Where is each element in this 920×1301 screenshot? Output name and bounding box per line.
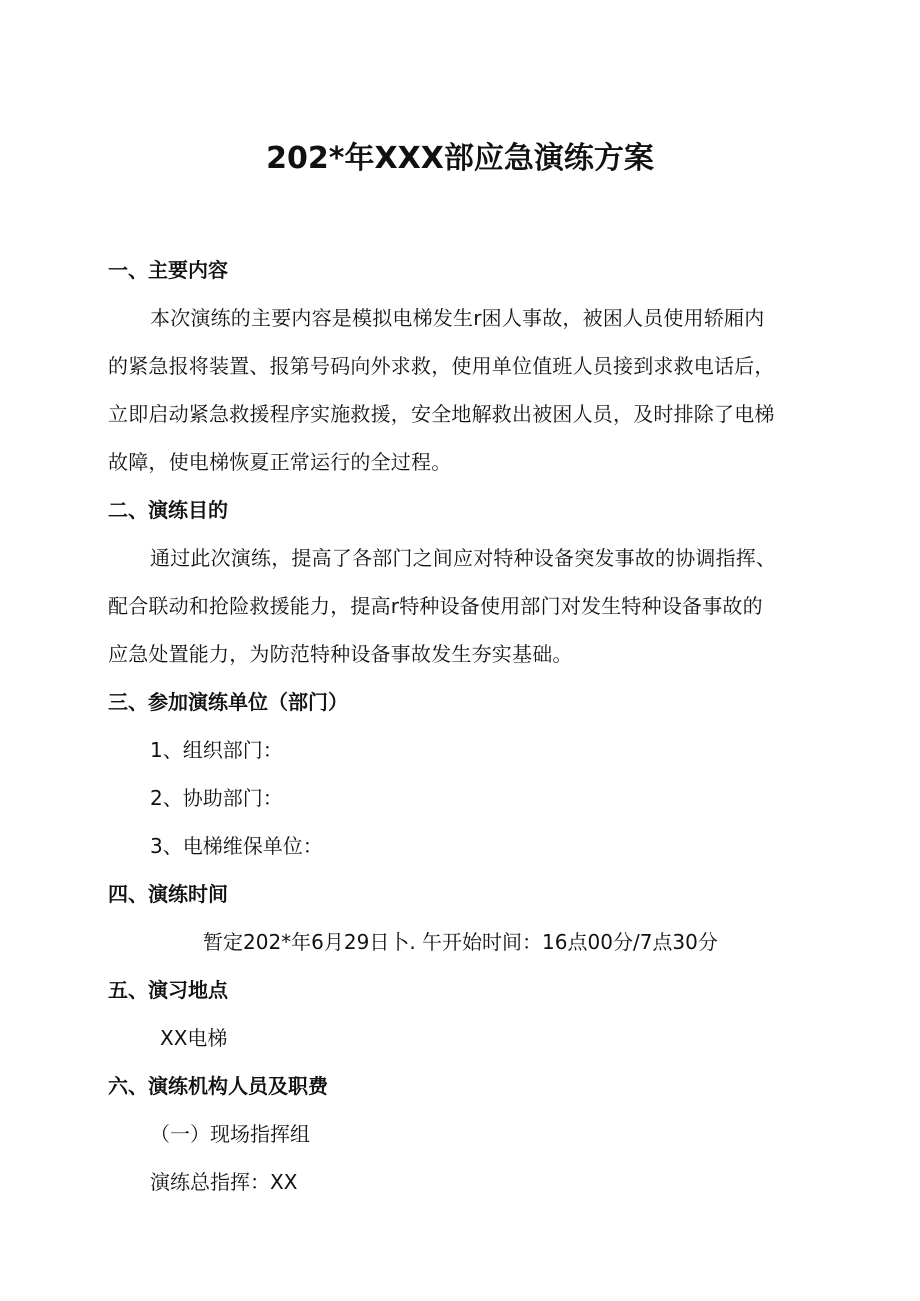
paragraph-line: 配合联动和抢险救援能力，提高r特种设备使用部门对发生特种设备事故的 [108, 594, 763, 618]
paragraph-line: 通过此次演练，提高了各部门之间应对特种设备突发事故的协调指挥、 [150, 546, 777, 570]
paragraph-line: 的紧急报将装置、报第号码向外求救，使用单位值班人员接到求救电话后， [108, 354, 775, 378]
section-heading-location: 五、演习地点 [108, 978, 228, 1002]
list-item: 1、组织部门： [150, 738, 283, 762]
list-item: 3、电梯维保单位： [150, 834, 323, 858]
section-heading-purpose: 二、演练目的 [108, 498, 228, 522]
document-title: 202*年XXX部应急演练方案 [266, 141, 654, 176]
section-heading-participants: 三、参加演练单位（部门） [108, 690, 348, 714]
paragraph-line: 本次演练的主要内容是模拟电梯发生r困人事故，被困人员使用轿厢内 [150, 306, 765, 330]
list-item: 2、协助部门： [150, 786, 283, 810]
section-heading-organization: 六、演练机构人员及职费 [108, 1074, 328, 1098]
paragraph-line: 故障，使电梯恢夏正常运行的全过程。 [108, 450, 452, 474]
drill-time-text: 暂定202*年6月29日卜. 午开始时间：16点00分/7点30分 [203, 930, 718, 954]
section-heading-time: 四、演练时间 [108, 882, 228, 906]
paragraph-line: 立即启动紧急救援程序实施救援，安全地解救出被困人员，及时排除了电梯 [108, 402, 775, 426]
commander-text: 演练总指挥：XX [150, 1170, 298, 1194]
paragraph-line: 应急处置能力，为防范特种设备事故发生夯实基础。 [108, 642, 573, 666]
drill-location-text: XX电梯 [160, 1026, 228, 1050]
subsection-heading: （一）现场指挥组 [150, 1122, 310, 1146]
section-heading-main-content: 一、主要内容 [108, 258, 228, 282]
